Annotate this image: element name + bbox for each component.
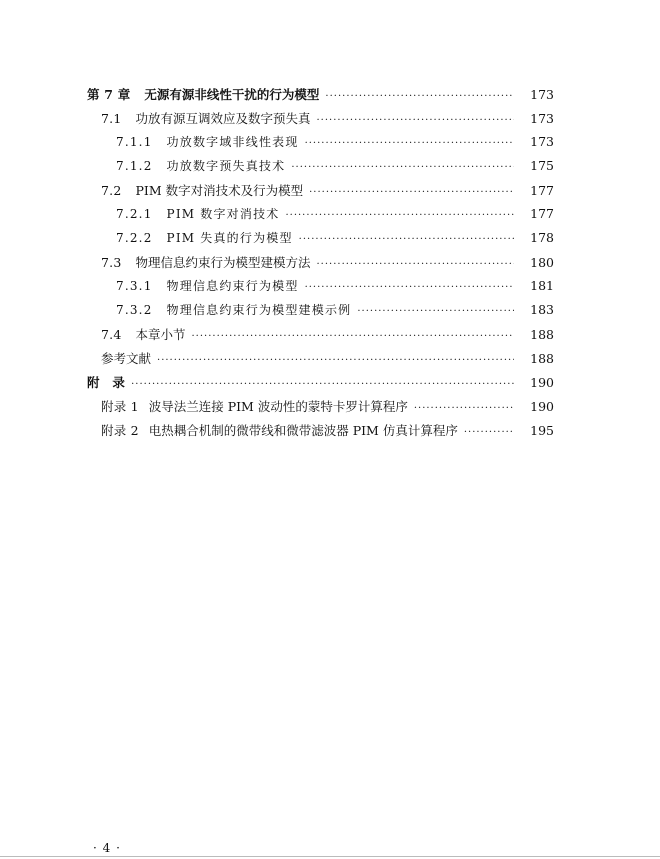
toc-entry-title: 电热耦合机制的微带线和微带滤波器 PIM 仿真计算程序 bbox=[148, 423, 458, 438]
page-number-footer: · 4 · bbox=[93, 841, 121, 855]
toc-entry-number: 7.1.2 bbox=[116, 159, 153, 173]
toc-entry-page: 188 bbox=[530, 351, 554, 366]
leader-dots bbox=[299, 234, 514, 245]
toc-entry-title: 功放数字域非线性表现 bbox=[166, 135, 299, 149]
toc-entry-appendix-2[interactable] bbox=[0, 421, 660, 443]
leader-dots bbox=[464, 427, 514, 438]
toc-entry-number: 7.3.2 bbox=[116, 303, 153, 317]
toc-entry-7-3[interactable] bbox=[0, 253, 660, 275]
toc-entry-title: 功放数字预失真技术 bbox=[166, 159, 286, 173]
toc-entry-7-3-2[interactable] bbox=[0, 301, 660, 323]
toc-entry-title: 无源有源非线性干扰的行为模型 bbox=[144, 87, 320, 102]
toc-entry-7-1-2[interactable] bbox=[0, 157, 660, 179]
toc-entry-number: 7.2 bbox=[101, 183, 122, 198]
toc-entry-number: 7.3 bbox=[101, 255, 122, 270]
toc-entry-number: 7.4 bbox=[101, 327, 122, 342]
toc-entry-page: 181 bbox=[530, 278, 554, 293]
toc-entry-page: 195 bbox=[530, 423, 554, 438]
toc-entry-number: 7.1.1 bbox=[116, 135, 153, 149]
toc-entry-number: 附录 1 bbox=[101, 399, 139, 414]
toc-entry-number: 附 录 bbox=[87, 375, 126, 390]
toc-entry-appendix-1[interactable] bbox=[0, 397, 660, 419]
toc-entry-number: 附录 2 bbox=[101, 423, 139, 438]
toc-entry-references[interactable] bbox=[0, 349, 660, 371]
toc-entry-title: 物理信息约束行为模型 bbox=[166, 279, 299, 293]
leader-dots bbox=[192, 331, 515, 342]
toc-entry-title: 本章小节 bbox=[135, 327, 186, 342]
toc-entry-page: 173 bbox=[530, 87, 554, 102]
toc-entry-title: 参考文献 bbox=[101, 351, 152, 366]
toc-entry-page: 173 bbox=[530, 134, 554, 149]
toc-entry-7-1[interactable] bbox=[0, 109, 660, 131]
toc-entry-page: 178 bbox=[530, 230, 554, 245]
leader-dots bbox=[317, 259, 515, 270]
toc-entry-number: 第 7 章 bbox=[87, 87, 131, 102]
toc-entry-title: 功放有源互调效应及数字预失真 bbox=[135, 111, 311, 126]
toc-entry-7-2-2[interactable] bbox=[0, 229, 660, 251]
leader-dots bbox=[291, 162, 514, 173]
toc-entry-number: 7.2.2 bbox=[116, 231, 153, 245]
leader-dots bbox=[357, 306, 514, 317]
toc-entry-number: 7.1 bbox=[101, 111, 122, 126]
leader-dots bbox=[131, 379, 514, 390]
leader-dots bbox=[325, 91, 514, 102]
toc-entry-title: PIM 数字对消技术及行为模型 bbox=[135, 183, 304, 198]
toc-entry-7-2-1[interactable] bbox=[0, 205, 660, 227]
toc-entry-title: PIM 数字对消技术 bbox=[166, 207, 280, 221]
toc-entry-7-1-1[interactable] bbox=[0, 133, 660, 155]
toc-entry-page: 180 bbox=[530, 255, 554, 270]
toc-entry-page: 190 bbox=[530, 399, 554, 414]
toc-entry-number: 7.3.1 bbox=[116, 279, 153, 293]
toc-entry-appendix[interactable] bbox=[0, 373, 660, 395]
toc-entry-title: 波导法兰连接 PIM 波动性的蒙特卡罗计算程序 bbox=[148, 399, 408, 414]
toc-entry-page: 183 bbox=[530, 302, 554, 317]
bottom-rule bbox=[0, 856, 660, 857]
leader-dots bbox=[305, 282, 514, 293]
toc-entry-title: 物理信息约束行为模型建模示例 bbox=[166, 303, 352, 317]
toc-entry-page: 173 bbox=[530, 111, 554, 126]
toc-entry-title: PIM 失真的行为模型 bbox=[166, 231, 293, 245]
leader-dots bbox=[317, 115, 515, 126]
toc-entry-7-3-1[interactable] bbox=[0, 277, 660, 299]
toc-entry-chapter-7[interactable] bbox=[0, 85, 660, 107]
leader-dots bbox=[414, 403, 514, 414]
toc-entry-number: 7.2.1 bbox=[116, 207, 153, 221]
toc-entry-page: 190 bbox=[530, 375, 554, 390]
leader-dots bbox=[157, 355, 514, 366]
toc-entry-7-4[interactable] bbox=[0, 325, 660, 347]
leader-dots bbox=[305, 138, 514, 149]
toc-entry-7-2[interactable] bbox=[0, 181, 660, 203]
toc-entry-page: 188 bbox=[530, 327, 554, 342]
toc-entry-title: 物理信息约束行为模型建模方法 bbox=[135, 255, 311, 270]
toc-entry-page: 177 bbox=[530, 206, 554, 221]
toc-entry-page: 175 bbox=[530, 158, 554, 173]
leader-dots bbox=[285, 210, 514, 221]
leader-dots bbox=[309, 187, 514, 198]
toc-entry-page: 177 bbox=[530, 183, 554, 198]
